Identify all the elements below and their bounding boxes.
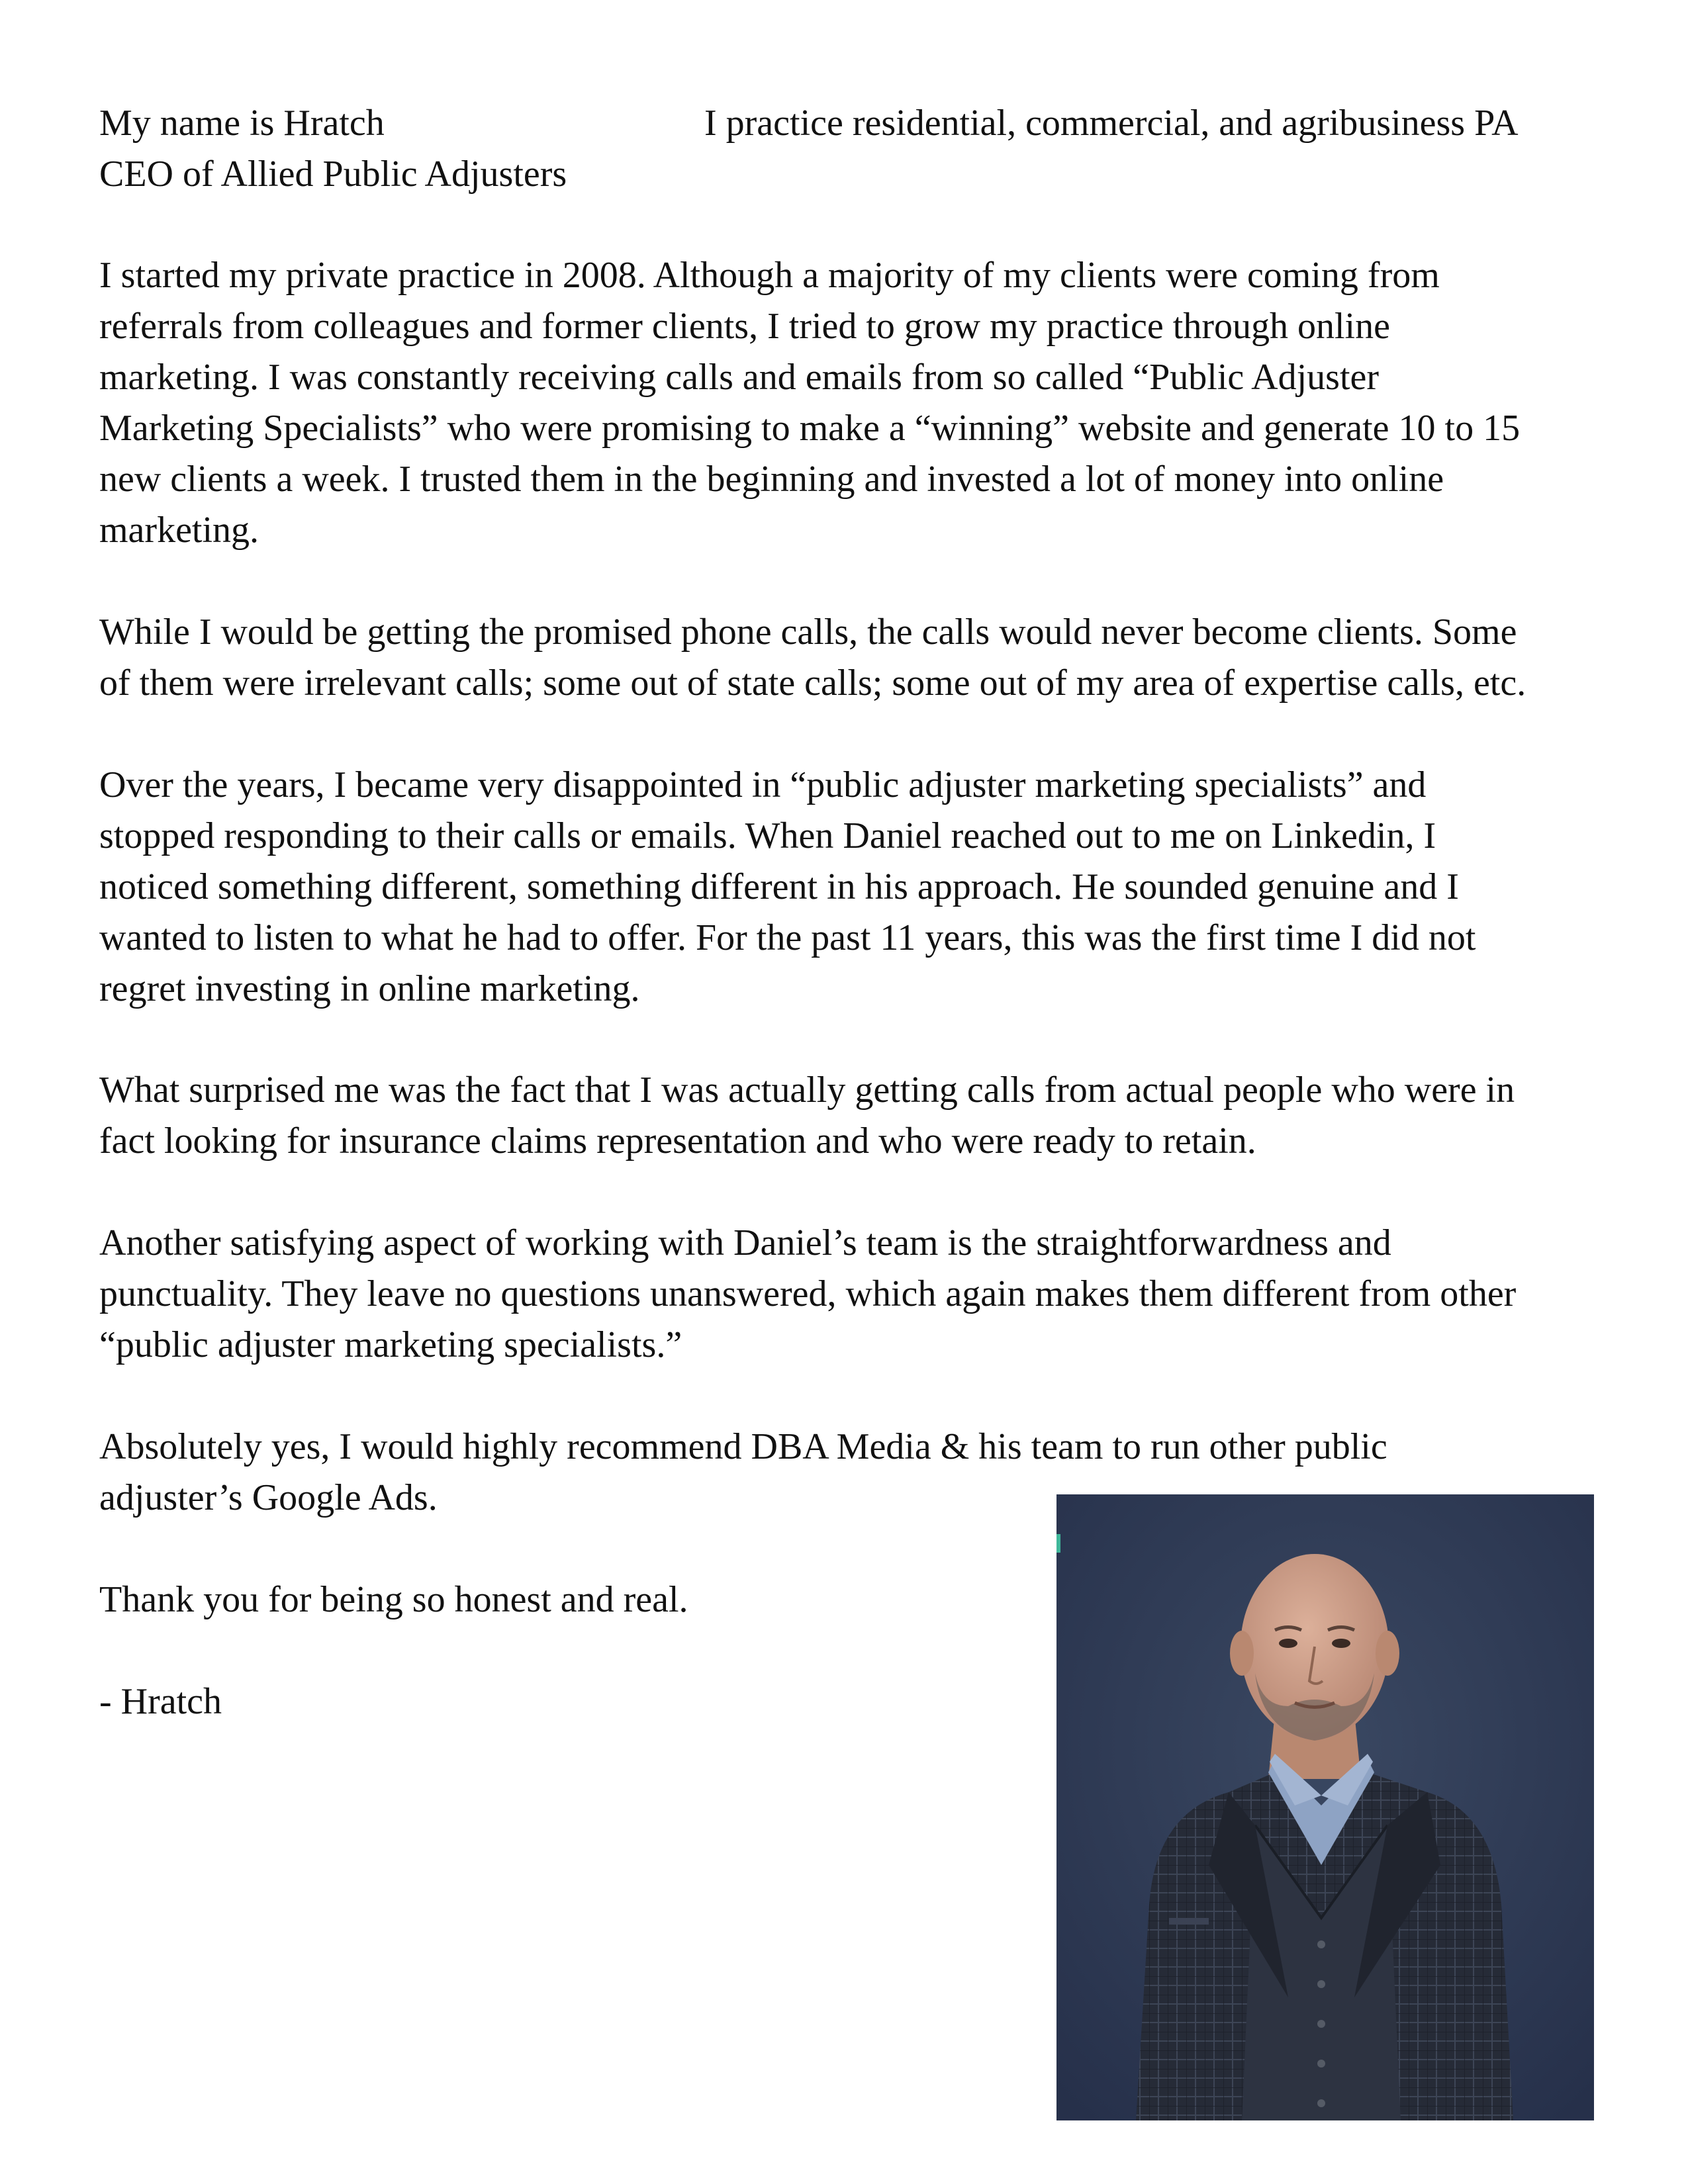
text-line: wanted to listen to what he had to offer. For the past 11 years, this was the first time I did not: [99, 917, 1476, 958]
text-line: stopped responding to their calls or emails. When Daniel reached out to me on Linkedin, I: [99, 815, 1436, 856]
author-photo: [1056, 1494, 1594, 2120]
text-line: marketing.: [99, 510, 259, 551]
text-line: adjuster’s Google Ads.: [99, 1477, 438, 1518]
text-line: - Hratch: [99, 1681, 222, 1722]
title-line: CEO of Allied Public Adjusters: [99, 154, 567, 195]
text-line: While I would be getting the promised phone calls, the calls would never become clients. Some: [99, 612, 1517, 653]
text-line: of them were irrelevant calls; some out of state calls; some out of my area of expertise calls, etc.: [99, 662, 1526, 704]
text-line: Marketing Specialists” who were promising to make a “winning” website and generate 10 to 15: [99, 408, 1521, 449]
paragraph-history: [99, 250, 1595, 556]
text-line: Absolutely yes, I would highly recommend DBA Media & his team to run other public: [99, 1426, 1387, 1467]
text-line: What surprised me was the fact that I was actually getting calls from actual people who were in: [99, 1069, 1515, 1111]
text-line: regret investing in online marketing.: [99, 968, 640, 1009]
text-line: noticed something different, something different in his approach. He sounded genuine and I: [99, 866, 1459, 907]
paragraph-satisfying: [99, 1218, 1595, 1371]
text-line: Another satisfying aspect of working with Daniel’s team is the straightforwardness and: [99, 1222, 1391, 1263]
practice-line: I practice residential, commercial, and agribusiness PA: [704, 103, 1519, 144]
text-line: Thank you for being so honest and real.: [99, 1579, 688, 1620]
signature-line: [99, 1676, 1026, 1727]
name-line: My name is Hratch: [99, 103, 385, 144]
paragraph-calls: [99, 607, 1595, 709]
text-line: I started my private practice in 2008. Although a majority of my clients were coming from: [99, 255, 1440, 296]
text-line: fact looking for insurance claims representation and who were ready to retain.: [99, 1120, 1256, 1161]
text-line: punctuality. They leave no questions unanswered, which again makes them different from other: [99, 1273, 1517, 1314]
paragraph-surprise: [99, 1065, 1595, 1167]
text-line: marketing. I was constantly receiving calls and emails from so called “Public Adjuster: [99, 357, 1380, 398]
text-line: new clients a week. I trusted them in the beginning and invested a lot of money into online: [99, 459, 1444, 500]
portrait-illustration: [1056, 1494, 1594, 2120]
text-line: “public adjuster marketing specialists.”: [99, 1324, 682, 1365]
paragraph-thanks: [99, 1574, 1026, 1625]
paragraph-daniel: [99, 760, 1595, 1015]
text-line: Over the years, I became very disappointed in “public adjuster marketing specialists” and: [99, 764, 1427, 805]
text-line: referrals from colleagues and former clients, I tried to grow my practice through online: [99, 306, 1390, 347]
